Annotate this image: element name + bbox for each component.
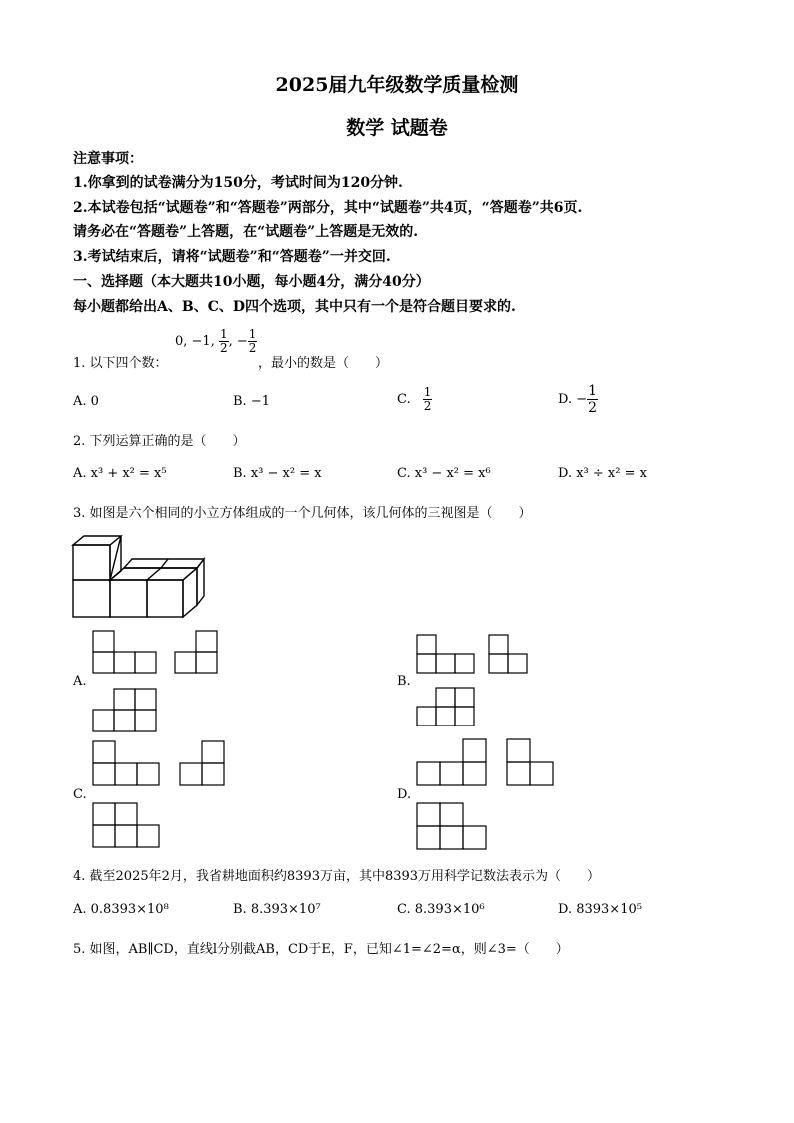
q1-option-d-frac <box>587 383 598 416</box>
q2-option-c[interactable]: C. x³ − x² = x⁶ <box>397 466 491 481</box>
q2-option-d[interactable]: D. x³ ÷ x² = x <box>558 466 647 481</box>
note-item-2-cont: 请务必在“答题卷”上答题，在“试题卷”上答题是无效的. <box>73 224 419 240</box>
notes-heading: 注意事项： <box>73 151 143 167</box>
q3-option-a-views <box>92 630 222 734</box>
q1-frac-2-num: 1 <box>248 327 257 341</box>
q1-option-c-num: 1 <box>423 385 432 399</box>
q3-option-b[interactable]: B. <box>397 674 411 689</box>
q1-option-d-den: 2 <box>588 400 598 416</box>
section-heading: 一、选择题（本大题共10小题，每小题4分，满分40分） <box>73 274 430 290</box>
q1-num-b: , − <box>228 334 248 349</box>
q4-stem: 4. 截至2025年2月，我省耕地面积约8393万亩，其中8393万用科学记数法表示为（ ） <box>73 869 601 884</box>
q4-option-b[interactable]: B. 8.393×10⁷ <box>233 902 321 917</box>
q3-option-c[interactable]: C. <box>73 787 87 802</box>
q1-stem-after: ，最小的数是（ ） <box>258 356 389 371</box>
q4-option-c[interactable]: C. 8.393×10⁶ <box>397 902 485 917</box>
q3-stem: 3. 如图是六个相同的小立方体组成的一个几何体，该几何体的三视图是（ ） <box>73 506 532 521</box>
q3-option-a[interactable]: A. <box>73 674 87 689</box>
q1-stem <box>73 352 168 371</box>
q1-option-a[interactable]: A. 0 <box>73 394 99 409</box>
q1-option-d[interactable] <box>558 383 598 416</box>
q2-option-a[interactable]: A. x³ + x² = x⁵ <box>73 466 167 481</box>
q1-frac-1-den: 2 <box>219 341 228 355</box>
note-item-2: 2.本试卷包括“试题卷”和“答题卷”两部分，其中“试题卷”共4页，“答题卷”共6页. <box>73 200 583 216</box>
q2-stem: 2. 下列运算正确的是（ ） <box>73 434 246 449</box>
q3-option-b-views <box>416 634 536 726</box>
q1-option-c-label: C. <box>397 392 411 407</box>
note-item-3: 3.考试结束后，请将“试题卷”和“答题卷”一并交回. <box>73 249 391 265</box>
q1-frac-2-den: 2 <box>248 341 257 355</box>
q1-option-c-frac <box>423 386 433 413</box>
page-subtitle: 数学 试题卷 <box>346 117 448 139</box>
page-title: 2025届九年级数学质量检测 <box>275 74 519 96</box>
q4-option-d[interactable]: D. 8393×10⁵ <box>558 902 642 917</box>
q1-num-a: 0, −1, <box>175 334 219 349</box>
q1-option-b[interactable]: B. −1 <box>233 394 270 409</box>
q1-numbers <box>175 328 257 355</box>
cube-solid-figure <box>70 533 210 621</box>
q1-frac-1-num: 1 <box>219 327 228 341</box>
q1-option-d-num: 1 <box>588 383 598 399</box>
q1-frac-1 <box>219 328 229 355</box>
q1-option-c-den: 2 <box>423 399 432 413</box>
q1-option-d-label: D. − <box>558 392 588 407</box>
q3-option-d-views <box>416 738 556 850</box>
note-item-1: 1.你拿到的试卷满分为150分，考试时间为120分钟. <box>73 175 403 191</box>
q1-frac-2 <box>248 328 258 355</box>
q5-stem: 5. 如图，AB∥CD，直线l分别截AB，CD于E，F，已知∠1=∠2=α，则∠3=（ ） <box>73 942 569 957</box>
q3-option-c-views <box>92 740 228 850</box>
q1-stem-text: 1. 以下四个数： <box>73 356 168 371</box>
q2-option-b[interactable]: B. x³ − x² = x <box>233 466 322 481</box>
section-instruction: 每小题都给出A、B、C、D四个选项，其中只有一个是符合题目要求的. <box>73 299 516 315</box>
q3-option-d[interactable]: D. <box>397 787 412 802</box>
q1-option-c[interactable] <box>397 386 432 413</box>
q4-option-a[interactable]: A. 0.8393×10⁸ <box>73 902 169 917</box>
